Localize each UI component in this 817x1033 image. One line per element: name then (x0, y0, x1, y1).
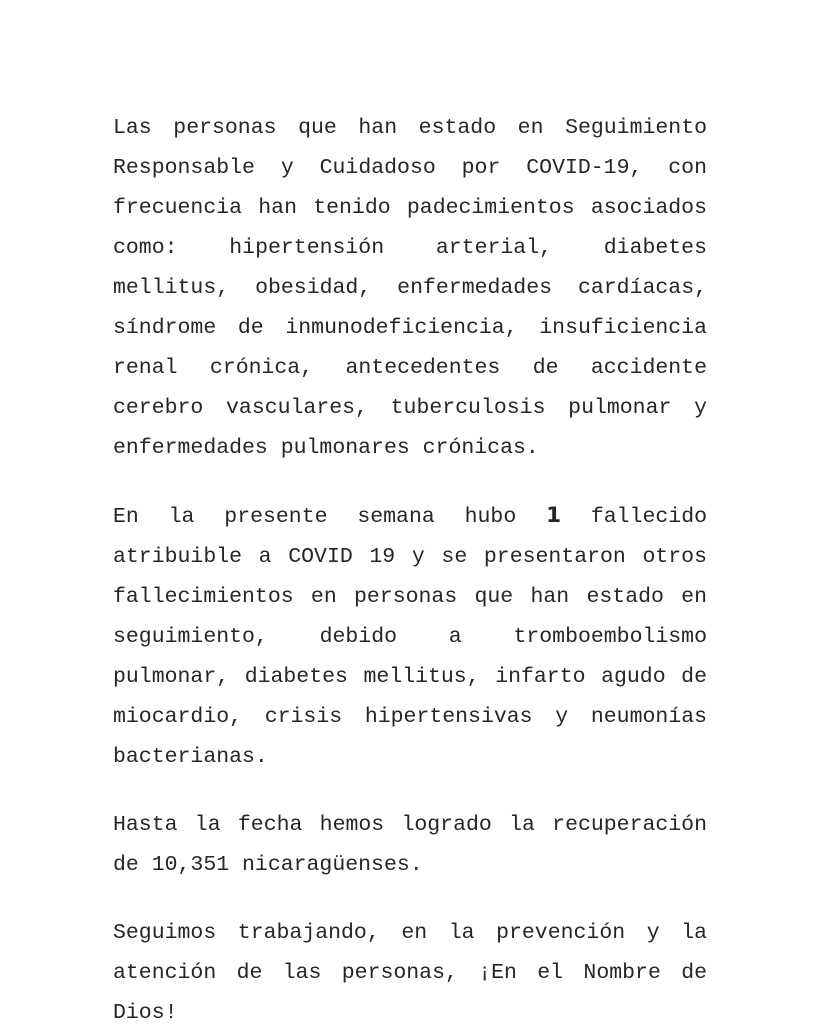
deaths-text-end: fallecido atribuible a COVID 19 y se presentaron otros fallecimientos en personas que han estado en seguimiento, debido a tromboembolismo pulmonar, diabetes mellitus, infarto agudo de miocardio, crisis hipertensivas y neumonías bacterianas. (113, 505, 707, 769)
paragraph-closing: Seguimos trabajando, en la prevención y la atención de las personas, ¡En el Nombre de Dios! (113, 921, 707, 1025)
paragraph-recoveries: Hasta la fecha hemos logrado la recuperación de 10,351 nicaragüenses. (113, 813, 707, 877)
document-body (113, 108, 707, 1033)
paragraph-deaths (113, 496, 707, 777)
deaths-count: 1 (546, 503, 562, 528)
paragraph-comorbidities: Las personas que han estado en Seguimiento Responsable y Cuidadoso por COVID-19, con frecuencia han tenido padecimientos asociados como: hipertensión arterial, diabetes mellitus, obesidad, enfermedades cardíacas, síndrome de inmunodeficiencia, insuficiencia renal crónica, antecedentes de accidente cerebro vasculares, tuberculosis pulmonar y enfermedades pulmonares crónicas. (113, 116, 707, 460)
deaths-text-start: En la presente semana hubo (113, 505, 547, 529)
